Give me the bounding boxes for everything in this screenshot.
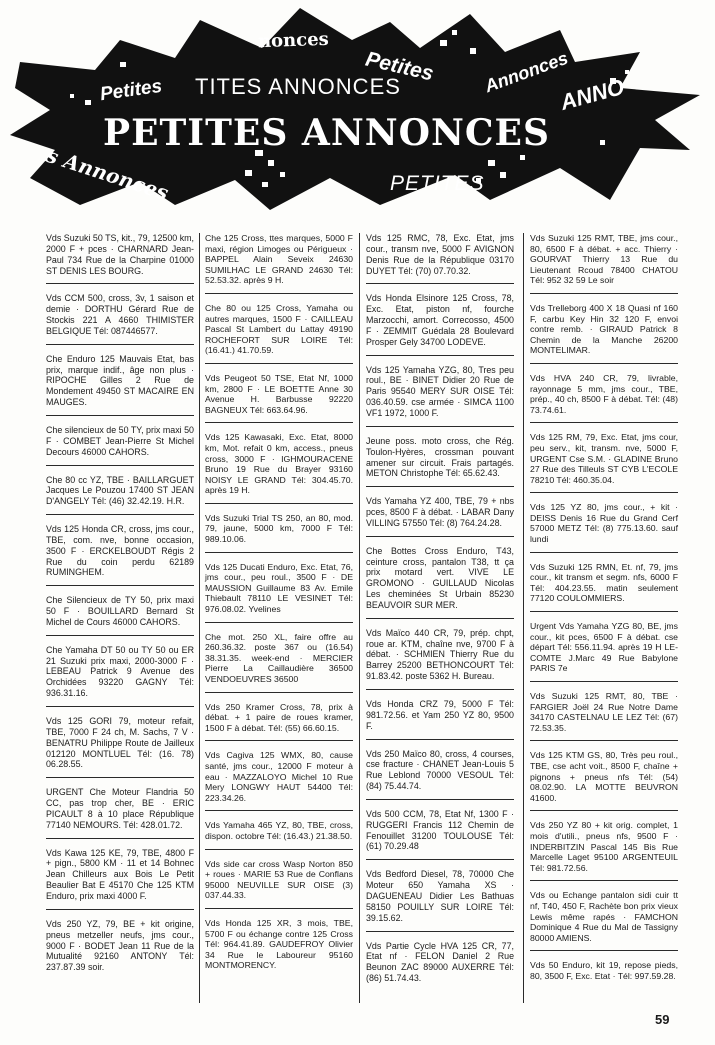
classified-ad: Vds 50 Enduro, kit 19, repose pieds, 80, 3500 F, Exc. Etat · Tél: 997.59.28. xyxy=(530,960,678,981)
ads-column-1 xyxy=(46,233,194,989)
classified-ad: Che 80 cc YZ, TBE · BAILLARGUET Jacques Le Pouzou 17400 ST JEAN D'ANGELY Tél: (46) 32.42.19. H.R. xyxy=(46,475,194,516)
classified-ad: Che 125 Cross, ttes marques, 5000 F maxi, région Limoges ou Périgueux · BAPPEL Alain Seveix 24630 SUMILHAC LE GRAND 24630 Tél: 52.53.32. après 9 H. xyxy=(205,233,353,294)
classified-ad: Vds 250 Maïco 80, cross, 4 courses, cse fracture · CHANET Jean-Louis 5 Rue Leblond 70000 VESOUL Tél: (84) 75.44.74. xyxy=(366,749,514,800)
column-rule xyxy=(199,233,200,1003)
classified-ad: Vds Honda 125 XR, 3 mois, TBE, 5700 F ou échange contre 125 Cross Tél: 964.41.89. GAUDEFROY Olivier 34 Rue le Laboureur 95160 MONTMORENCY. xyxy=(205,917,353,971)
classified-ad: Vds 250 Kramer Cross, 78, prix à débat. + 1 paire de roues kramer, 1500 F à débat. Tél: (55) 66.60.15. xyxy=(205,702,353,742)
banner-fragment: PETITES xyxy=(390,172,485,195)
classified-ad: Vds 500 CCM, 78, Etat Nf, 1300 F · RUGGERI Francis 112 Chemin de Fenouillet 31200 TOULOUSE Tél: (61) 70.29.48 xyxy=(366,809,514,860)
column-rule xyxy=(359,233,360,1003)
page-banner xyxy=(0,0,715,220)
classified-ad: Vds Suzuki 50 TS, kit., 79, 12500 km, 2000 F + pces · CHARNARD Jean-Paul 734 Rue de la Charpine 01000 ST DENIS LES BOURG. xyxy=(46,233,194,284)
classified-ad: Vds Yamaha YZ 400, TBE, 79 + nbs pces, 8500 F à débat. · LABAR Dany VILLING 57550 Tél: (8) 764.24.28. xyxy=(366,496,514,537)
column-rule xyxy=(523,233,524,1003)
page-title: PETITES ANNONCES xyxy=(103,112,550,154)
banner-subtitle: TITES ANNONCES xyxy=(195,74,401,99)
classified-ad: Che Yamaha DT 50 ou TY 50 ou ER 21 Suzuki prix maxi, 2000-3000 F · LEBEAU Patrick 9 Avenue des Orchidées 93220 GAGNY Tél: 936.31.16. xyxy=(46,645,194,707)
banner-fragment: Petites xyxy=(363,47,436,86)
classified-ad: Vds Maïco 440 CR, 79, prép. chpt, roue ar. KTM, chaîne nve, 9700 F à débat. · SCHMIEN Thierry Rue du Barrey 25200 BETHONCOURT Tél: 91.83.42. poste 5362 H. Bureau. xyxy=(366,628,514,690)
ads-column-4 xyxy=(530,233,678,997)
banner-fragment: Annonces xyxy=(482,47,571,97)
classified-ad: Vds 125 RMC, 78, Exc. Etat, jms cour., transm nve, 5000 F AVIGNON Denis Rue de la République 03170 DUYET Tél: (70) 07.70.32. xyxy=(366,233,514,284)
classified-ad: Vds 125 Honda CR, cross, jms cour., TBE, com. nve, bonne occasion, 3500 F · ERCKELBOUDT Régis 2 Rue du coin perdu 62189 RUMINGHEM. xyxy=(46,524,194,586)
ads-column-2 xyxy=(205,233,353,987)
classified-ad: Vds Honda CRZ 79, 5000 F Tél: 981.72.56. et Yam 250 YZ 80, 9500 F. xyxy=(366,699,514,740)
classified-ad: Vds Suzuki 125 RMT, TBE, jms cour., 80, 6500 F à débat. + acc. Thierry · GOURVAT Thierry 13 Rue du Lieutenant Rcoud 78400 CHATOU Tél: 952 32 59 Le soir xyxy=(530,233,678,294)
classified-ad: Vds Suzuki 125 RMN, Et. nf, 79, jms cour., kit transm et segm. nfs, 6000 F Tél: 404.23.55. matin seulement 77120 COULOMMIERS. xyxy=(530,562,678,612)
classified-ad: Vds 250 YZ 80 + kit orig. complet, 1 mois d'utili., pneus nfs, 9500 F · INDERBITZIN Pascal 145 Bis Rue Marcelle Laget 95100 ARGENTEUIL Tél: 981.72.56. xyxy=(530,820,678,881)
classified-ad: Vds Trelleborg 400 X 18 Quasi nf 160 F, carbu Key Hin 32 120 F, envoi contre remb. · GIRAUD Patrick 8 Chemin de la Manche 26200 MONTELIMAR. xyxy=(530,303,678,364)
classified-ad: Vds side car cross Wasp Norton 850 + roues · MARIE 53 Rue de Conflans 95000 NEUVILLE SUR OISE (3) 037.44.33. xyxy=(205,859,353,909)
classified-ad: Vds 125 Ducati Enduro, Exc. Etat, 76, jms cour., peu roul., 3500 F · DE MAUSSION Guillaume 83 Av. Emile Thiebault 78110 LE VESINET Tél: 976.08.02. Yvelines xyxy=(205,562,353,623)
classified-ad: Jeune poss. moto cross, che Rég. Toulon-Hyères, crossman pouvant amener sur circuit. Frais partagés. METON Christophe Tél: 65.62.43. xyxy=(366,436,514,487)
classified-ad: Vds 125 Yamaha YZG, 80, Tres peu roul., BE · BINET Didier 20 Rue de Paris 95540 MERY SUR OISE Tél: 036.40.59. cse armée · SIMCA 1100 VF1 1972, 1000 F. xyxy=(366,365,514,427)
classified-ad: Vds Honda Elsinore 125 Cross, 78, Exc. Etat, piston nf, fourche Marzocchi, amort. Correcosso, 4500 F · ZEMMIT Guédala 28 Boulevard Prosper Gely 34700 LODEVE. xyxy=(366,293,514,355)
classified-ad: Vds ou Echange pantalon sidi cuir tt nf, T40, 450 F, Rachète bon prix vieux Lewis même rapés · FAMCHON Dominique 4 Rue du Mal de Tassigny 80000 AMIENS. xyxy=(530,890,678,951)
classified-ad: Che mot. 250 XL, faire offre au 260.36.32. poste 367 ou (16.54) 38.31.35. week-end · MERCIER Pierre La Caillaudière 36500 VENDOEUVRES 36500 xyxy=(205,632,353,693)
banner-fragment: Petites xyxy=(98,75,164,106)
page-number: 59 xyxy=(655,1012,670,1027)
classified-ad: Vds 250 YZ, 79, BE + kit origine, pneus metzeller neufs, jms cour., 9000 F · BODET Jean 11 Rue de la Mutualité 92160 ANTONY Tél: 237.87.39 soir. xyxy=(46,918,194,973)
classified-ad: Vds 125 Kawasaki, Exc. Etat, 8000 km, Mot. refait 0 km, access., pneus cross, 3000 F · IGHMOURACENE Bruno 19 Rue du Brayer 93160 NOISY LE GRAND Tél: 304.45.70. après 19 H. xyxy=(205,432,353,504)
classified-ad: Vds CCM 500, cross, 3v, 1 saison et demie · DORTHU Gérard Rue de Stockis 221 A 4660 THIMISTER BELGIQUE Tél: 087446577. xyxy=(46,293,194,344)
classified-ad: Vds Kawa 125 KE, 79, TBE, 4800 F + pign., 5800 KM · 11 et 14 Bohnec Jean Chilleurs aux Bois Le Petit Beaulier Bat E 45170 Che 125 KTM Enduro, prix maxi 4000 F. xyxy=(46,848,194,910)
classified-ad: Vds Suzuki 125 RMT, 80, TBE · FARGIER Joël 24 Rue Notre Dame 34170 CASTELNAU LE LEZ Tél: (67) 72.53.35. xyxy=(530,691,678,741)
classified-ad: Vds 125 KTM GS, 80, Très peu roul., TBE, cse acht voit., 8500 F, chaîne + pignons + pneus nfs Tél: (54) 08.02.90. LA MOTTE BEUVRON 41600. xyxy=(530,750,678,811)
classified-ad: Che Silencieux de TY 50, prix maxi 50 F · BOUILLARD Bernard St Michel de Cours 46000 CAHORS. xyxy=(46,595,194,636)
classified-ad: Vds 125 RM, 79, Exc. Etat, jms cour, peu serv., kit, transm. nve, 5000 F, URGENT Cse S.M. · GLADINE Bruno 27 Rue des Tilleuls ST CYB L'ECOLE 78210 Tél: 460.35.04. xyxy=(530,432,678,493)
classified-ad: Che silencieux de 50 TY, prix maxi 50 F · COMBET Jean-Pierre St Michel Decours 46000 CAHORS. xyxy=(46,425,194,466)
classified-ad: Che Bottes Cross Enduro, T43, ceinture cross, pantalon T38, tt ça prix motard vert. VIVE LE GROMONO · GUILLAUD Nicolas Les cheminées St Urbain 85230 BEAUVOIR SUR MER. xyxy=(366,546,514,619)
banner-fragment: ANNO xyxy=(557,74,627,115)
banner-fragment: nonces xyxy=(257,28,330,53)
banner-starburst xyxy=(0,0,715,220)
classified-ad: Vds Yamaha 465 YZ, 80, TBE, cross, dispon. octobre Tél: (16.43.) 21.38.50. xyxy=(205,820,353,849)
classified-ad: Vds 125 YZ 80, jms cour., + kit · DEISS Denis 16 Rue du Grand Cerf 57000 METZ Tél: (8) 775.13.60. sauf lundi xyxy=(530,502,678,552)
classified-ad: Urgent Vds Yamaha YZG 80, BE, jms cour., kit pces, 6500 F à débat. cse départ Tél: 556.11.94. après 19 H LE-COMTE J.Marc 49 Rue Babylone PARIS 7e xyxy=(530,621,678,682)
classified-ad: Che 80 ou 125 Cross, Yamaha ou autres marques, 1500 F · CAILLEAU Pascal St Lambert du Lattay 49190 ROCHEFORT SUR LOIRE Tél: (16.41.) 41.70.59. xyxy=(205,303,353,364)
classified-ad: Vds Suzuki Trial TS 250, an 80, mod. 79, jaune, 5000 km, 7000 F Tél: 989.10.06. xyxy=(205,513,353,553)
ads-column-3 xyxy=(366,233,514,1000)
classified-ad: Vds Peugeot 50 TSE, Etat Nf, 1000 km, 2800 F · LE BOETTE Anne 30 Avenue H. Barbusse 92220 BAGNEUX Tél: 663.64.96. xyxy=(205,373,353,423)
banner-fragment: s Annonces xyxy=(43,142,172,206)
classified-ad: Vds Partie Cycle HVA 125 CR, 77, Etat nf · FELON Daniel 2 Rue Beunon ZAC 89000 AUXERRE Tél: (86) 51.74.43. xyxy=(366,940,514,984)
classified-ad: Vds Bedford Diesel, 78, 70000 Che Moteur 650 Yamaha XS · DAGUENEAU Didier Les Bathuas 58150 POUILLY SUR LOIRE Tél: 39.15.62. xyxy=(366,869,514,931)
classified-ad: Vds 125 GORI 79, moteur refait, TBE, 7000 F 24 ch, M. Sachs, 7 V · BENATRU Philippe Route de Jailleux 012120 MONTLUEL Tél: (16. 78) 06.28.55. xyxy=(46,716,194,778)
classified-ad: Vds Cagiva 125 WMX, 80, cause santé, jms cour., 12000 F moteur à eau · MAZZALOYO Michel 10 Rue Mery LONGWY HAUT 54400 Tél: 223.34.26. xyxy=(205,750,353,811)
classified-ad: Vds HVA 240 CR, 79, livrable, rayonnage 5 mm, jms cour., TBE, prép., 40 ch, 8500 F à débat. Tél: (48) 73.74.61. xyxy=(530,373,678,423)
classified-ad: URGENT Che Moteur Flandria 50 CC, pas trop cher, BE · ERIC PICAULT 8 à 10 place République 77140 NEMOURS. Tél: 428.01.72. xyxy=(46,787,194,838)
classified-ad: Che Enduro 125 Mauvais Etat, bas prix, marque indif., âge non plus · RIPOCHE Gilles 2 Rue de Mondement 49450 ST MACAIRE EN MAUGES. xyxy=(46,354,194,416)
